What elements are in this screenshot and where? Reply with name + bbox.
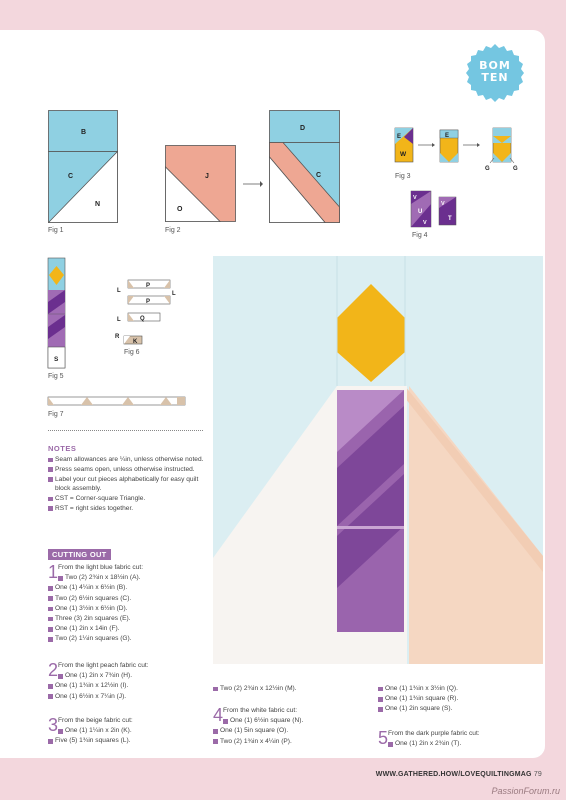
footer <box>0 771 542 778</box>
fig6-label-l3: L <box>117 317 121 323</box>
fig4-label-v2: V <box>423 220 427 226</box>
note-item: CST = Corner-square Triangle. <box>48 494 208 504</box>
fig2-diagram <box>165 145 237 223</box>
fig4-label-v3: V <box>441 201 445 207</box>
fig5-diagram <box>47 257 67 369</box>
fig2b-label-c: C <box>316 172 322 179</box>
fig3-label-e2: E <box>445 133 450 139</box>
notes-list <box>48 455 208 514</box>
cut-item: One (1) 1¾in x 12½in (I). <box>48 681 213 691</box>
note-item: RST = right sides together. <box>48 504 208 514</box>
watermark: PassionForum.ru <box>491 786 560 796</box>
cut-item: Two (2) 1¼in squares (G). <box>48 634 213 644</box>
group-number: 2 <box>48 660 59 680</box>
cut-item: Three (3) 2in squares (E). <box>48 614 213 624</box>
fig4-label-u: U <box>418 209 423 215</box>
fig4-label-v1: V <box>413 195 417 201</box>
cut-group-4-continued <box>378 684 543 715</box>
page-number: 79 <box>533 771 542 778</box>
fig3-caption: Fig 3 <box>395 173 411 180</box>
cut-item: One (1) 2in x 2¾in (T). <box>378 739 543 749</box>
cut-item: Two (2) 2¾in x 12½in (M). <box>213 684 378 694</box>
cut-item: One (1) 6½in x 7¼in (J). <box>48 692 213 702</box>
cut-item: One (1) 3½in x 6½in (D). <box>48 604 213 614</box>
fig6-label-p2: P <box>146 299 151 305</box>
fig2b-label-d: D <box>300 125 306 132</box>
dotted-divider <box>48 430 203 431</box>
cut-item: One (1) 2in square (S). <box>378 704 543 714</box>
cut-group-3-continued <box>213 684 378 694</box>
note-item: Press seams open, unless otherwise instructed. <box>48 465 208 475</box>
group-title: From the dark purple fabric cut: <box>388 730 480 737</box>
fig3-diagram <box>394 127 524 173</box>
fig7-caption: Fig 7 <box>48 411 64 418</box>
fig1-caption: Fig 1 <box>48 227 64 234</box>
cut-item: One (1) 5in square (O). <box>213 726 378 736</box>
cut-group-2 <box>48 661 213 702</box>
cut-group-5 <box>378 729 543 749</box>
cut-item: One (1) 1¾in x 3½in (Q). <box>378 684 543 694</box>
notes-heading: NOTES <box>48 444 77 453</box>
fig6-caption: Fig 6 <box>124 349 140 356</box>
fig2-result-diagram <box>269 110 341 224</box>
group-title: From the light peach fabric cut: <box>58 662 149 669</box>
note-item: Seam allowances are ¼in, unless otherwise noted. <box>48 455 208 465</box>
arrow-icon <box>243 180 263 188</box>
fig1-label-b: B <box>81 129 87 136</box>
badge-line2: TEN <box>481 71 509 84</box>
cut-item: Two (2) 2¾in x 18½in (A). <box>48 573 213 583</box>
fig2-label-o: O <box>177 206 183 213</box>
fig7-diagram <box>47 396 187 408</box>
fig6-diagram <box>114 278 180 348</box>
cut-item: Two (2) 1¾in x 4¼in (P). <box>213 737 378 747</box>
cut-item: Five (5) 1¾in squares (L). <box>48 736 213 746</box>
fig1-diagram <box>48 110 118 224</box>
cut-item: One (1) 2in x 7¾in (H). <box>48 671 213 681</box>
cut-group-3 <box>48 716 213 747</box>
fig1-label-n: N <box>95 201 101 208</box>
fig6-label-l2: L <box>172 291 176 297</box>
badge-text <box>466 60 524 84</box>
fig6-label-p1: P <box>146 283 151 289</box>
fig4-caption: Fig 4 <box>412 232 428 239</box>
fig3-label-g1: G <box>485 166 490 172</box>
group-number: 3 <box>48 715 59 735</box>
fig5-label-s: S <box>54 356 59 363</box>
group-title: From the white fabric cut: <box>223 707 298 714</box>
cut-item: Two (2) 6½in squares (C). <box>48 594 213 604</box>
fig3-label-e1: E <box>397 134 402 140</box>
group-number: 5 <box>378 728 389 748</box>
fig6-label-q: Q <box>140 316 145 322</box>
group-title: From the beige fabric cut: <box>58 717 133 724</box>
fig4-diagram <box>410 190 460 230</box>
fig4-label-t: T <box>448 216 452 222</box>
cut-item: One (1) 1¼in x 2in (K). <box>48 726 213 736</box>
cut-item: One (1) 1¾in square (R). <box>378 694 543 704</box>
cut-item: One (1) 2in x 14in (F). <box>48 624 213 634</box>
fig3-label-w: W <box>400 151 407 158</box>
cutting-heading: CUTTING OUT <box>48 549 111 560</box>
footer-url[interactable]: WWW.GATHERED.HOW/LOVEQUILTINGMAG <box>375 771 532 778</box>
fig3-label-g2: G <box>513 166 518 172</box>
badge-line1: BOM <box>479 59 511 72</box>
fig2-label-j: J <box>205 173 209 180</box>
note-item: Label your cut pieces alphabetically for easy quilt block assembly. <box>48 475 208 495</box>
cut-group-4 <box>213 706 378 747</box>
fig5-caption: Fig 5 <box>48 373 64 380</box>
cut-item: One (1) 4¼in x 6½in (B). <box>48 583 213 593</box>
fig2-caption: Fig 2 <box>165 227 181 234</box>
fig6-label-r: R <box>115 334 120 340</box>
fig6-label-k: K <box>133 339 138 345</box>
cut-group-1 <box>48 563 213 645</box>
fig1-label-c: C <box>68 173 74 180</box>
cut-item: One (1) 6½in square (N). <box>213 716 378 726</box>
group-number: 4 <box>213 705 224 725</box>
group-number: 1 <box>48 562 59 582</box>
quilt-block-photo <box>213 256 543 664</box>
fig6-label-l1: L <box>117 288 121 294</box>
group-title: From the light blue fabric cut: <box>58 564 144 571</box>
